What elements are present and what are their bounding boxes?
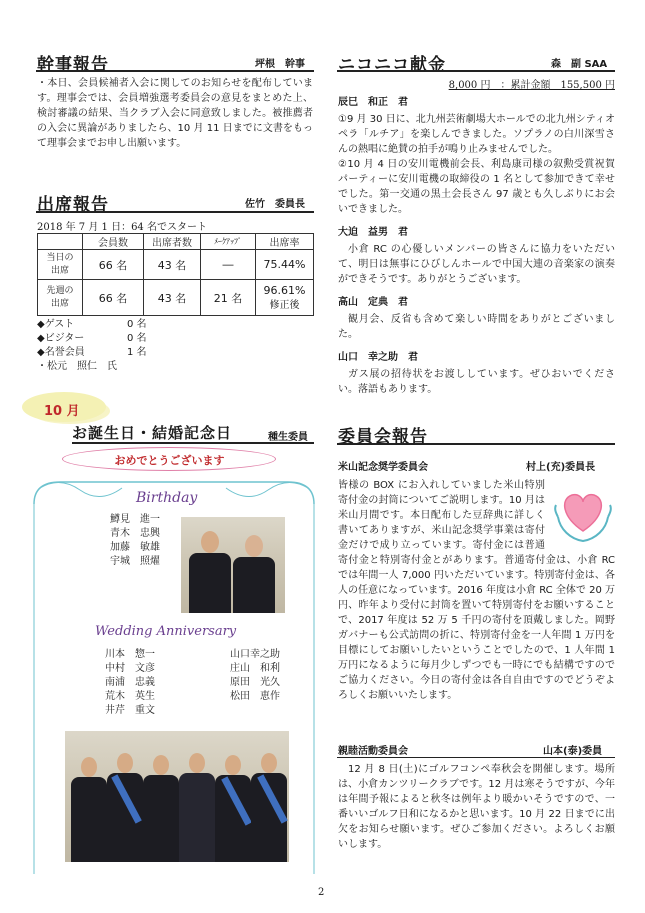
nikoniko-entries [338,93,615,397]
nikoniko-title: ニコニコ献金 [338,55,446,75]
wedding-names-right [230,648,280,704]
congrats-ribbon-text: おめでとうございます [114,454,225,467]
attendance-start-line: 2018 年 7 月 1 日：64 名でスタート [37,222,207,233]
entry-text: 小倉 RC の心優しいメンバーの皆さんに協力をいただいて、明日は無事にひびしんホールで中国大連の音楽家の演奏ができそうです。ありがとうございます。 [338,244,615,285]
honorary-member-name: ・松元 照仁 氏 [37,361,117,372]
person-head [245,535,263,557]
divider [72,442,314,444]
person-body [71,777,107,862]
list-item: 青木 忠興 [110,528,160,539]
cell-rate: 75.44% [256,250,314,280]
cell-members: 66 名 [83,280,144,316]
list-item: 井芹 重文 [105,705,155,716]
extra-visitor: ◆ビジター 0 名 [37,333,147,344]
wedding-names-left [105,648,155,718]
person-body [233,557,275,613]
committee-sub1-name: 米山記念奨学委員会 [338,462,428,473]
person-body [179,773,215,862]
list-item: 原田 光久 [230,677,280,688]
list-item: 庄山 和利 [230,663,280,674]
list-item: 南浦 忠義 [105,677,155,688]
cell-attendees: 43 名 [144,280,201,316]
cell-attendees: 43 名 [144,250,201,280]
attendance-table [37,233,314,316]
list-item: 鱒見 進一 [110,514,160,525]
entry-text: ①9 月 30 日に、北九州芸術劇場大ホールでの北九州シティオペラ「ルチア」を楽しんできました。ソプラノの白川深雪さんの熱唱に絶賛の拍手が鳴り止みませんでした。 ②10 月 4 日の安川電機前会長、利島康司様の叙勲受賞祝賀パーティーに安川電機の取締役の 1 名として参加できて幸せでした。第一交通の黒土会長さん 97 歳とも久しぶりにお会いできました。 [338,114,615,215]
committee-sub2-name: 親睦活動委員会 [338,746,408,757]
committee-sub2-text: 12 月 8 日(土)にゴルフコンペ奉秋会を開催します。場所は、小倉カンツリークラブです。12 月は寒そうですが、今年は年間予報によると秋冬は例年より暖かいそうですので、一番いいゴルフ日和になるかと思います。10 月 22 日までに出欠をお知らせ願います。ぜひご参加ください。よろしくお願いします。 [338,764,615,850]
person-head [261,753,277,773]
kanji-report-body: ・本日、会員候補者入会に関してのお知らせを配布しています。理事会では、会員増強選考委員会の意見をまとめた上、検討審議の結果、当クラブ入会に同意致しました。被推薦者の入会に異論がありましたら、10 月 11 日までに文書をもって理事会までお申し出願います。 [37,78,313,149]
attendance-extras [37,318,147,374]
entry-name: 大迫 益男 君 [338,227,408,238]
entry-text: ガス展の招待状をお渡ししています。ぜひおいでください。落語もあります。 [338,369,615,395]
float-spacer [545,478,615,552]
birthday-names [110,513,160,569]
list-item: 加藤 敏雄 [110,542,160,553]
entry-text: 観月会、反省も含めて楽しい時間をありがとございました。 [338,314,615,340]
divider [337,757,615,758]
cell-makeup: ― [201,250,256,280]
table-row [38,250,314,280]
header-attendees: 出席者数 [144,234,201,250]
committee-sub2-author: 山本(泰)委員 [543,746,603,757]
birthday-photo [181,517,285,613]
list-item: 荒木 英生 [105,691,155,702]
birthday-author: 種生委員 [268,432,308,443]
divider [36,70,314,72]
committee-sub1-text [338,478,615,703]
person-head [201,531,219,553]
person-body [189,553,231,613]
list-item: 山口幸之助 [230,649,280,660]
kanji-report-author: 坪根 幹事 [255,59,305,70]
row-label: 先週の出席 [38,280,83,316]
divider [36,211,314,213]
cell-makeup: 21 名 [201,280,256,316]
person-body [143,775,179,862]
list-item: 中村 文彦 [105,663,155,674]
table-row [38,280,314,316]
attendance-title: 出席報告 [37,195,109,215]
person-head [189,753,205,773]
wedding-photo [65,731,289,862]
header-members: 会員数 [83,234,144,250]
extra-honorary: ◆名誉会員 1 名 [37,347,147,358]
list-item: 松田 恵作 [230,691,280,702]
person-head [117,753,133,773]
wedding-script-label: Wedding Anniversary [95,624,237,639]
row-label: 当日の出席 [38,250,83,280]
month-badge-text: 10 月 [44,404,80,419]
attendance-author: 佐竹 委員長 [245,199,305,210]
cell-rate [256,280,314,316]
committee-sub1-body: 皆様の BOX にお入れしていました米山特別寄付金の封筒についてご説明します。10 月は米山月間です。本日配布した豆辞典に詳しく書いてありますが、米山記念奨学事業は寄付金だけで成り立っています。寄付金には普通寄付金と特別寄付金とがあります。普通寄付金は、小倉 RC では年間一人 7,000 円いただいています。特別寄付金は、各人の任意になっています。2016 年度は小倉 RC 全体で 20 万円、昨年より受付に封筒を置いて特別寄付をお願いすることで、2017 年度は 52 万 5 千円の寄付を頂戴しました。岡野ガバナーも公式訪問の折に、特別寄付金を一人年間 1 万円を目標にしてお願いしたいということでしたので、1 人年間 1 万円になるように毎月少しずつでも一時にでも結構ですのでご協力ください。今日の寄付金は各自自由ですのでどうぞよろしくお願いいたします。 [338,480,615,701]
rate-note: 修正後 [269,299,300,311]
header-rate: 出席率 [256,234,314,250]
person-head [153,755,169,775]
page-number: 2 [318,887,325,898]
rate-value: 96.61% [263,283,306,297]
divider [337,70,615,72]
birthday-script-label: Birthday [136,490,198,506]
person-head [225,755,241,775]
nikoniko-total: 8,000 円 ：累計金額 155,500 円 [448,80,615,91]
nikoniko-author: 森 副 SAA [551,59,608,70]
committee-title: 委員会報告 [338,427,428,447]
kanji-report-title: 幹事報告 [37,55,109,75]
entry-name: 高山 定典 君 [338,297,408,308]
person-head [81,757,97,777]
list-item: 宇城 照燿 [110,556,160,567]
cell-members: 66 名 [83,250,144,280]
divider [337,443,615,445]
entry-name: 辰巳 和正 君 [338,97,408,108]
extra-guest: ◆ゲスト 0 名 [37,319,147,330]
header-makeup: ﾒｰｸｱｯﾌﾟ [201,234,256,250]
birthday-title: お誕生日・結婚記念日 [72,424,233,442]
list-item: 川本 惣一 [105,649,155,660]
committee-sub1-author: 村上(充)委員長 [526,462,596,473]
entry-name: 山口 幸之助 君 [338,352,418,363]
